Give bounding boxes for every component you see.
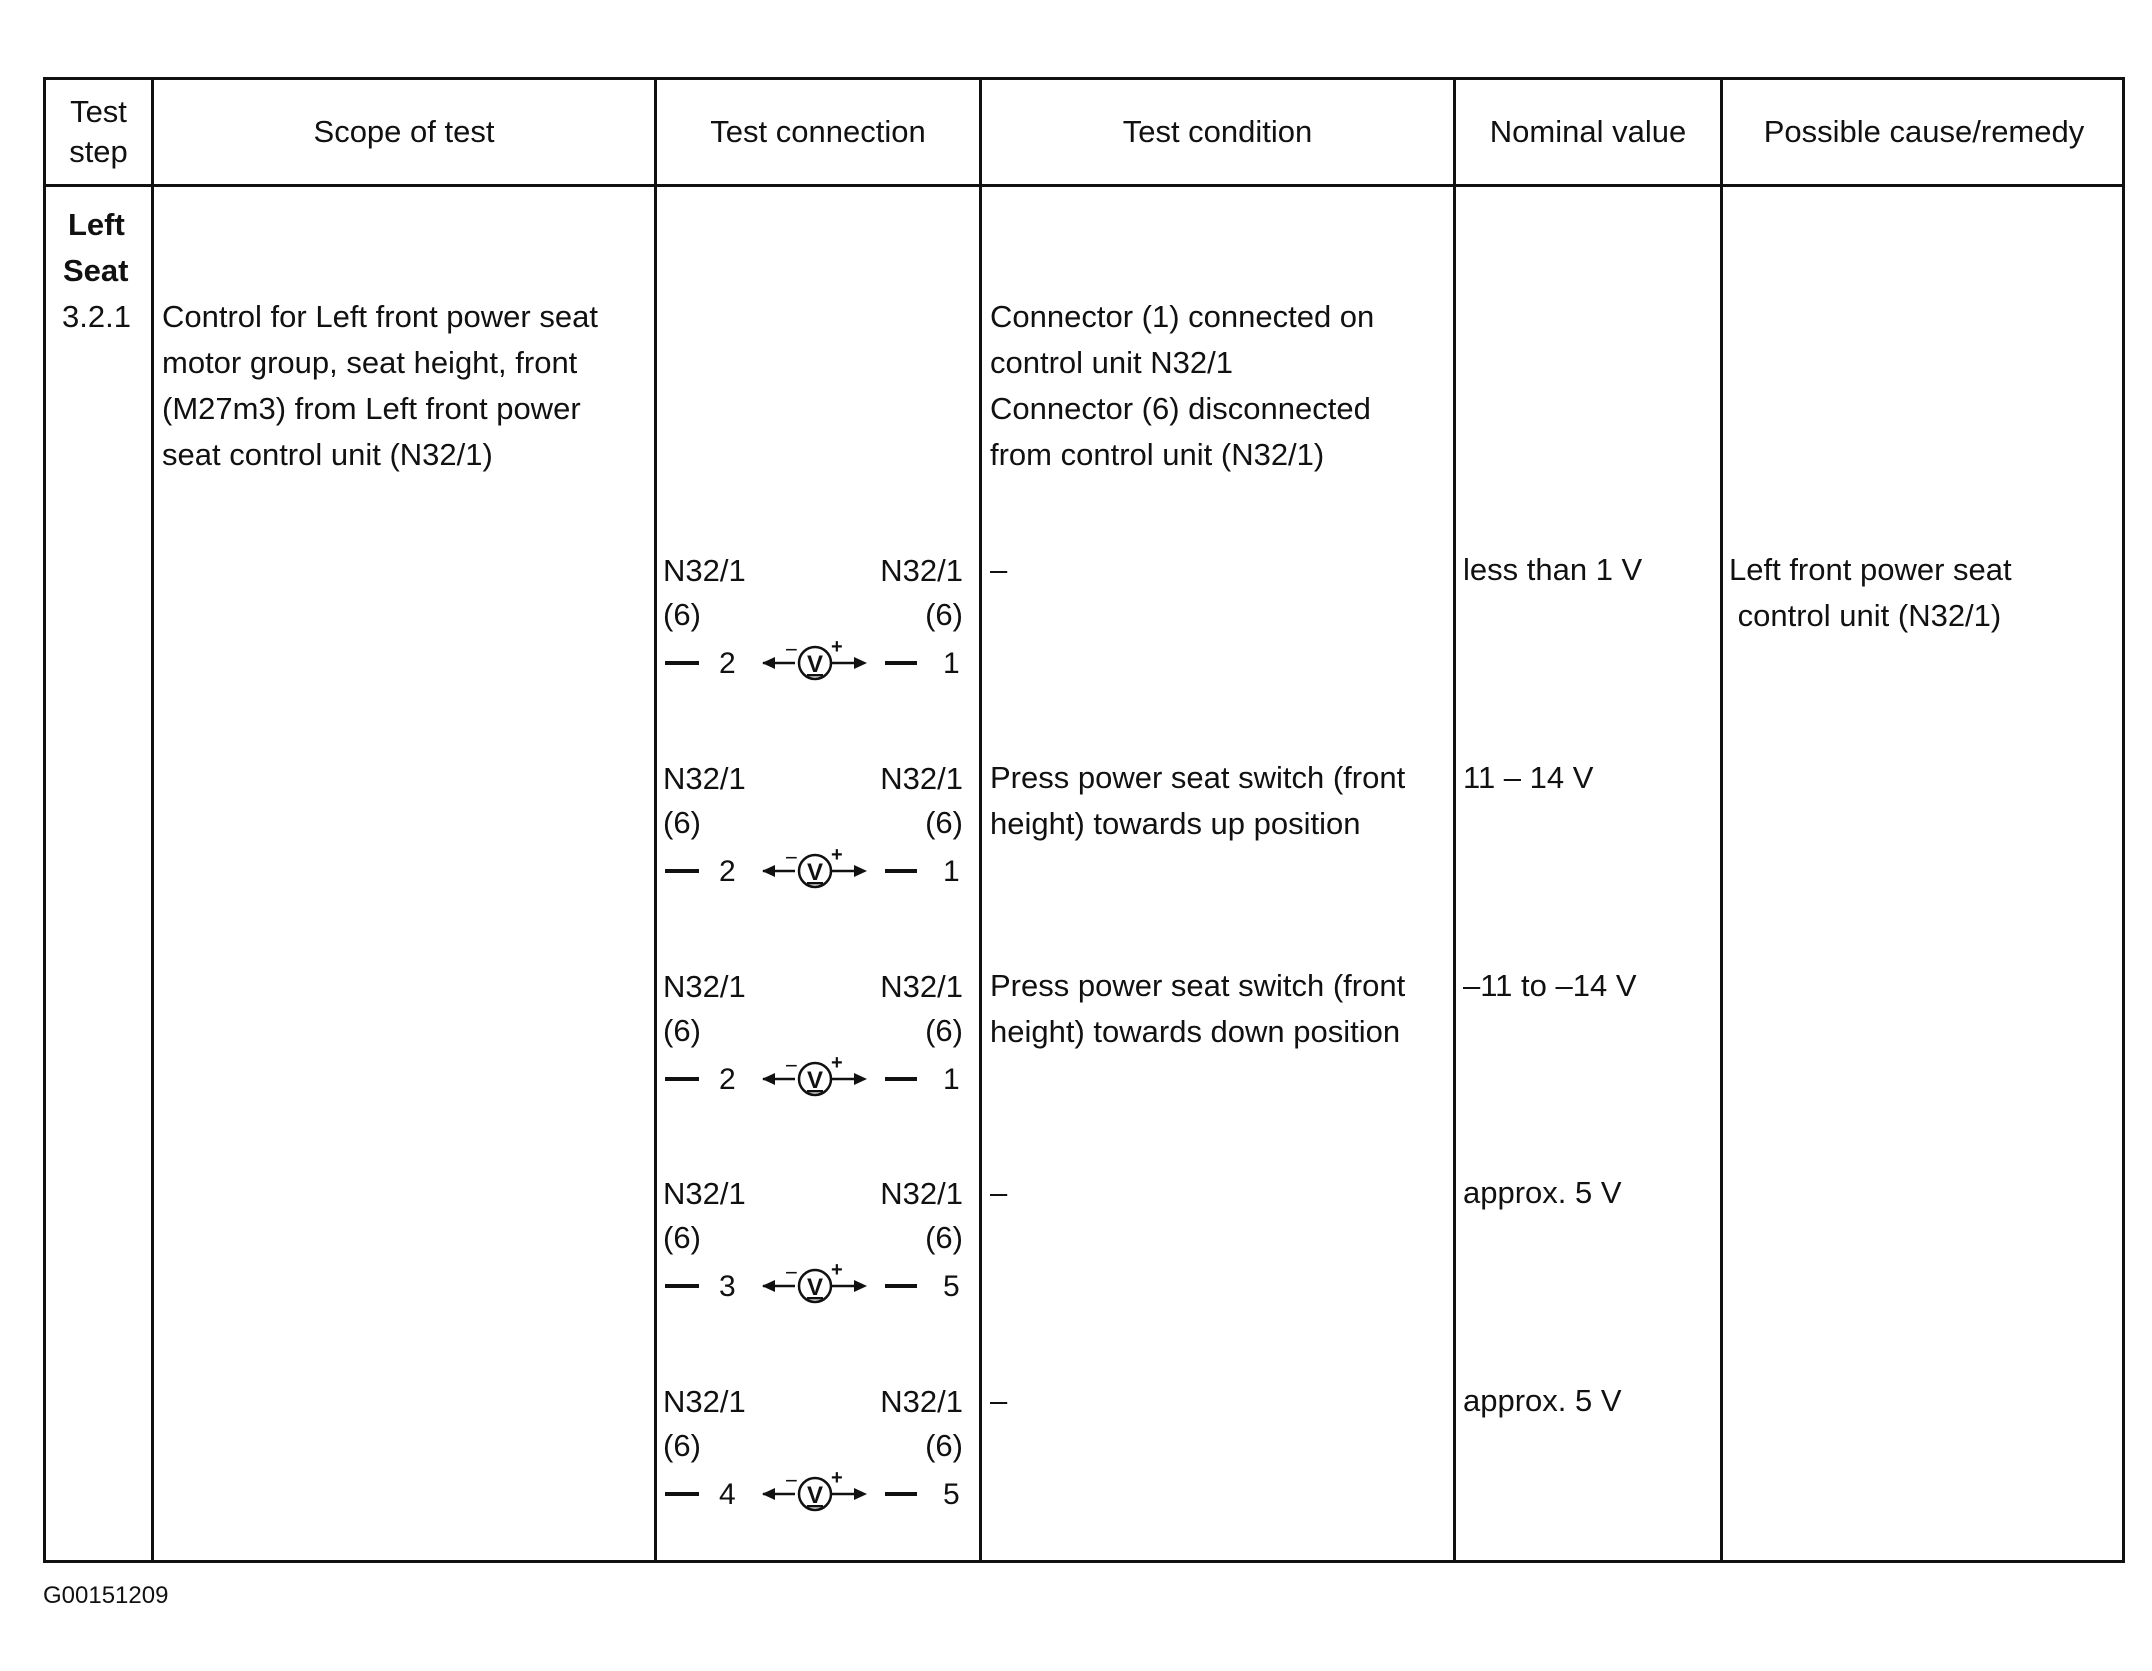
- arrow-left-head-icon: [762, 865, 775, 877]
- minus-sign: −: [785, 1260, 798, 1285]
- condition-line: Connector (1) connected on: [990, 299, 1375, 334]
- row-condition: –: [990, 1383, 1008, 1418]
- minus-sign: −: [785, 637, 798, 662]
- voltmeter-letter: V: [806, 1482, 824, 1509]
- pin-left: 2: [719, 647, 736, 680]
- connection-diagram: [663, 1172, 963, 1310]
- pin-right: 5: [943, 1478, 960, 1511]
- row-nominal-value: –11 to –14 V: [1463, 968, 1637, 1003]
- header-connection: Test connection: [710, 114, 926, 149]
- row-condition: height) towards up position: [990, 806, 1361, 841]
- cause-line: Left front power seat: [1729, 552, 2012, 587]
- column-divider: [151, 80, 154, 1560]
- connection-left-connector: (6): [663, 1013, 701, 1048]
- column-divider: [979, 80, 982, 1560]
- minus-sign: −: [785, 1053, 798, 1078]
- connection-diagram: [663, 757, 963, 895]
- voltmeter-letter: V: [806, 1274, 824, 1301]
- connection-left-label: N32/1: [663, 761, 746, 796]
- header-condition: Test condition: [1122, 114, 1313, 149]
- connection-diagram: [663, 549, 963, 687]
- row-nominal-value: approx. 5 V: [1463, 1175, 1622, 1210]
- row-nominal-value: 11 – 14 V: [1463, 760, 1594, 795]
- connection-right-label: N32/1: [880, 761, 963, 796]
- connection-right-label: N32/1: [880, 553, 963, 588]
- arrow-right-head-icon: [854, 1280, 867, 1292]
- step-number: 3.2.1: [62, 299, 131, 334]
- scope-line: (M27m3) from Left front power: [162, 391, 581, 426]
- header-cause: Possible cause/remedy: [1763, 114, 2085, 149]
- row-condition: –: [990, 552, 1008, 587]
- pin-right: 1: [943, 647, 960, 680]
- voltmeter-symbol: [663, 1468, 963, 1514]
- column-divider: [654, 80, 657, 1560]
- row-nominal-value: less than 1 V: [1463, 552, 1643, 587]
- plus-sign: +: [831, 1260, 843, 1281]
- condition-line: from control unit (N32/1): [990, 437, 1325, 472]
- connection-diagram: [663, 1380, 963, 1518]
- connection-right-connector: (6): [925, 1220, 963, 1255]
- pin-left: 3: [719, 1270, 736, 1303]
- test-table: [43, 77, 2125, 1563]
- row-nominal-value: approx. 5 V: [1463, 1383, 1622, 1418]
- arrow-left-head-icon: [762, 657, 775, 669]
- row-condition: Press power seat switch (front: [990, 968, 1406, 1003]
- connection-left-connector: (6): [663, 597, 701, 632]
- row-condition: height) towards down position: [990, 1014, 1401, 1049]
- condition-line: Connector (6) disconnected: [990, 391, 1371, 426]
- voltmeter-letter: V: [806, 859, 824, 886]
- plus-sign: +: [831, 637, 843, 658]
- minus-sign: −: [785, 1468, 798, 1493]
- connection-left-label: N32/1: [663, 969, 746, 1004]
- connection-right-label: N32/1: [880, 1384, 963, 1419]
- arrow-left-head-icon: [762, 1488, 775, 1500]
- connection-right-connector: (6): [925, 597, 963, 632]
- plus-sign: +: [831, 1053, 843, 1074]
- figure-code: G00151209: [43, 1582, 169, 1609]
- voltmeter-symbol: [663, 1053, 963, 1099]
- connection-right-connector: (6): [925, 1428, 963, 1463]
- cause-line: control unit (N32/1): [1729, 598, 2002, 633]
- arrow-right-head-icon: [854, 865, 867, 877]
- connection-right-connector: (6): [925, 1013, 963, 1048]
- pin-left: 4: [719, 1478, 736, 1511]
- scope-line: motor group, seat height, front: [162, 345, 578, 380]
- header-scope: Scope of test: [313, 114, 495, 149]
- voltmeter-symbol: [663, 637, 963, 683]
- connection-diagram: [663, 965, 963, 1103]
- column-divider: [1453, 80, 1456, 1560]
- header-nominal: Nominal value: [1489, 114, 1687, 149]
- arrow-left-head-icon: [762, 1280, 775, 1292]
- arrow-left-head-icon: [762, 1073, 775, 1085]
- connection-right-label: N32/1: [880, 969, 963, 1004]
- voltmeter-letter: V: [806, 651, 824, 678]
- header-divider: [46, 184, 2122, 187]
- connection-right-label: N32/1: [880, 1176, 963, 1211]
- pin-right: 5: [943, 1270, 960, 1303]
- arrow-right-head-icon: [854, 657, 867, 669]
- arrow-right-head-icon: [854, 1488, 867, 1500]
- pin-left: 2: [719, 855, 736, 888]
- scope-line: Control for Left front power seat: [162, 299, 598, 334]
- voltmeter-symbol: [663, 845, 963, 891]
- condition-line: control unit N32/1: [990, 345, 1233, 380]
- pin-left: 2: [719, 1063, 736, 1096]
- voltmeter-letter: V: [806, 1067, 824, 1094]
- voltmeter-symbol: [663, 1260, 963, 1306]
- pin-right: 1: [943, 855, 960, 888]
- minus-sign: −: [785, 845, 798, 870]
- connection-left-connector: (6): [663, 805, 701, 840]
- scope-line: seat control unit (N32/1): [162, 437, 493, 472]
- connection-left-label: N32/1: [663, 1176, 746, 1211]
- connection-left-connector: (6): [663, 1220, 701, 1255]
- header-test-step: Test step: [69, 94, 128, 169]
- connection-left-label: N32/1: [663, 1384, 746, 1419]
- arrow-right-head-icon: [854, 1073, 867, 1085]
- connection-left-label: N32/1: [663, 553, 746, 588]
- plus-sign: +: [831, 1468, 843, 1489]
- column-divider: [1720, 80, 1723, 1560]
- section-label: Left: [68, 207, 125, 242]
- pin-right: 1: [943, 1063, 960, 1096]
- connection-left-connector: (6): [663, 1428, 701, 1463]
- row-condition: –: [990, 1175, 1008, 1210]
- plus-sign: +: [831, 845, 843, 866]
- section-label: Seat: [63, 253, 129, 288]
- row-condition: Press power seat switch (front: [990, 760, 1406, 795]
- connection-right-connector: (6): [925, 805, 963, 840]
